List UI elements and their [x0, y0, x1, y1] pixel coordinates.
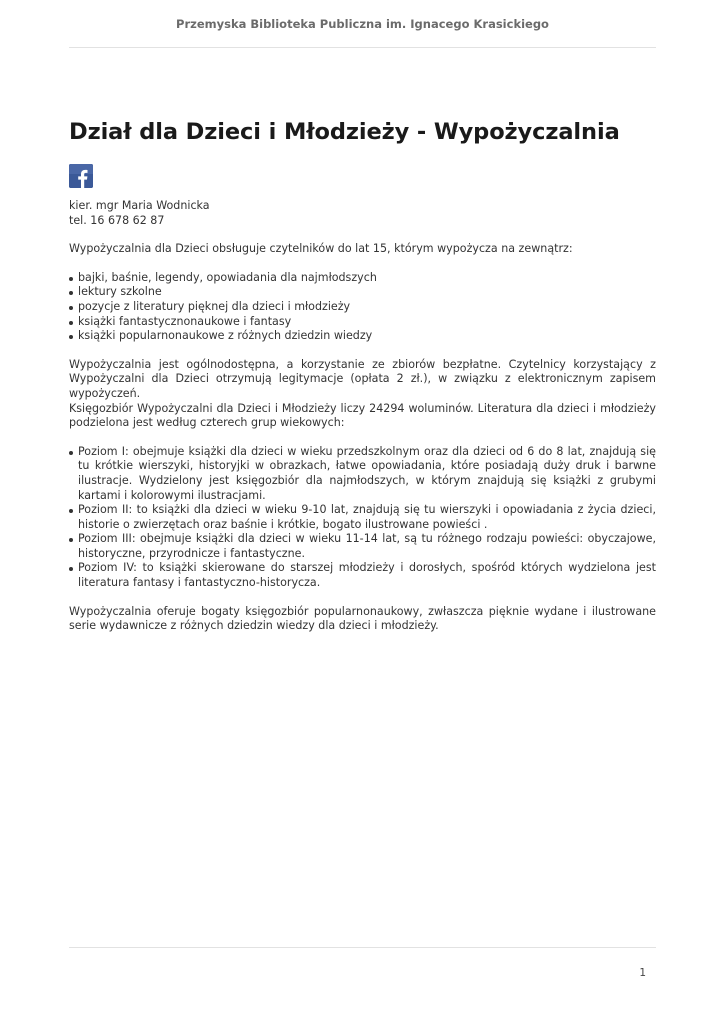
facebook-share-link[interactable] [69, 164, 93, 188]
list-item: książki popularnonaukowe z różnych dziedzin wiedzy [69, 329, 656, 344]
department-phone: tel. 16 678 62 87 [69, 213, 165, 227]
article-body [69, 199, 656, 634]
facebook-icon [69, 164, 93, 188]
age-levels-list [69, 445, 656, 591]
site-header-title: Przemyska Biblioteka Publiczna im. Ignacego Krasickiego [176, 17, 549, 31]
collection-categories-list [69, 271, 656, 344]
collection-size-paragraph: Księgozbiór Wypożyczalni dla Dzieci i Młodzieży liczy 24294 woluminów. Literatura dla dzieci i młodzieży podzielona jest według czterech grup wiekowych: [69, 401, 656, 430]
page-number: 1 [639, 967, 646, 979]
list-item: Poziom IV: to książki skierowane do starszej młodzieży i dorosłych, spośród których wydzielona jest literatura fantasy i fantastyczno-historycza. [69, 561, 656, 590]
list-item: bajki, baśnie, legendy, opowiadania dla najmłodszych [69, 271, 656, 286]
department-head: kier. mgr Maria Wodnicka [69, 199, 210, 212]
footer-divider [69, 947, 656, 948]
header-divider [69, 47, 656, 48]
access-paragraph: Wypożyczalnia jest ogólnodostępna, a korzystanie ze zbiorów bezpłatne. Czytelnicy korzystający z Wypożyczalni dla Dzieci otrzymują legitymacje (opłata 2 zł.), w związku z elektronicznym zapisem wypożyczeń. [69, 357, 656, 400]
list-item: książki fantastycznonaukowe i fantasy [69, 315, 656, 330]
list-item: Poziom I: obejmuje książki dla dzieci w wieku przedszkolnym oraz dla dzieci od 6 do 8 lat, znajdują się tu krótkie wierszyki, historyjki w obrazkach, łatwe opowiadania, które posiadają duży druk i barwne ilustracje. Wydzielony jest księgozbiór dla najmłodszych, w którym znajdują się książki z grubymi kartami i kolorowymi ilustracjami. [69, 445, 656, 503]
list-item: Poziom II: to książki dla dzieci w wieku 9-10 lat, znajdują się tu wierszyki i opowiadania z życia dzieci, historie o zwierzętach oraz baśnie i krótkie, bogato ilustrowane powieści . [69, 503, 656, 532]
page-title: Dział dla Dzieci i Młodzieży - Wypożyczalnia [69, 119, 620, 145]
closing-paragraph: Wypożyczalnia oferuje bogaty księgozbiór popularnonaukowy, zwłaszcza pięknie wydane i ilustrowane serie wydawnicze z różnych dziedzin wiedzy dla dzieci i młodzieży. [69, 604, 656, 633]
list-item: lektury szkolne [69, 285, 656, 300]
list-item: pozycje z literatury pięknej dla dzieci i młodzieży [69, 300, 656, 315]
list-item: Poziom III: obejmuje książki dla dzieci w wieku 11-14 lat, są tu różnego rodzaju powieści: obyczajowe, historyczne, przyrodnicze i fantastyczne. [69, 532, 656, 561]
intro-paragraph: Wypożyczalnia dla Dzieci obsługuje czytelników do lat 15, którym wypożycza na zewnątrz: [69, 242, 573, 256]
